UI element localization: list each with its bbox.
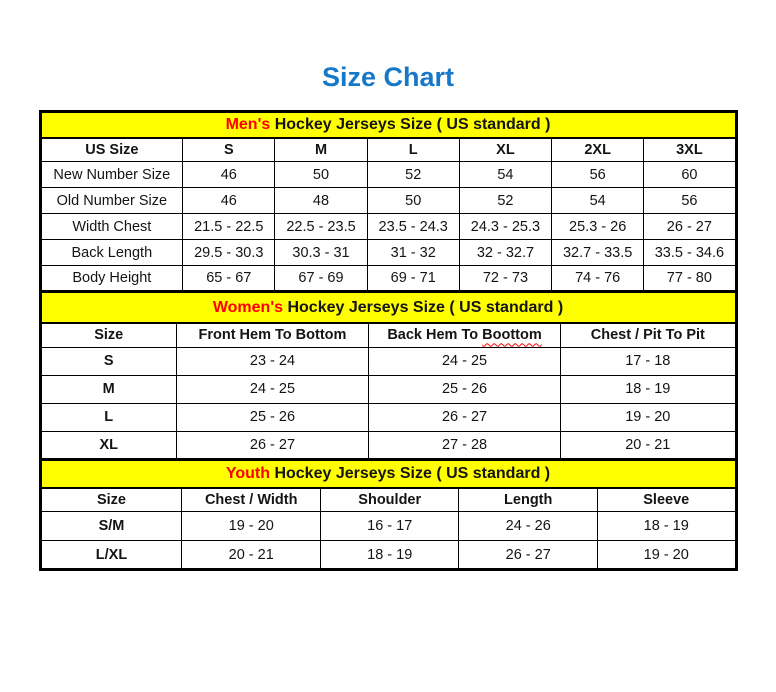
cell-value: 24 - 26	[459, 512, 598, 541]
womens-size-table	[39, 293, 738, 461]
table-row	[40, 162, 736, 188]
cell-value: 24.3 - 25.3	[459, 214, 551, 240]
column-header: Size	[40, 323, 176, 347]
cell-value: 22.5 - 23.5	[275, 214, 367, 240]
cell-value: 60	[644, 162, 736, 188]
table-row	[40, 240, 736, 266]
section-banner	[40, 112, 736, 138]
table-row	[40, 375, 736, 403]
row-label: S	[40, 347, 176, 375]
banner-highlight: Men's	[225, 115, 271, 133]
cell-value: 72 - 73	[459, 266, 551, 292]
column-header: 2XL	[552, 138, 644, 162]
column-header: Size	[40, 488, 182, 512]
column-header: US Size	[40, 138, 183, 162]
cell-value: 19 - 20	[561, 403, 736, 431]
misspelled-word: Boottom	[482, 327, 542, 344]
cell-value: 77 - 80	[644, 266, 736, 292]
section-banner-row	[40, 293, 736, 323]
cell-value: 19 - 20	[182, 512, 321, 541]
mens-size-table	[39, 110, 738, 293]
row-label: Old Number Size	[40, 188, 183, 214]
column-header: M	[275, 138, 367, 162]
row-label: M	[40, 375, 176, 403]
cell-value: 67 - 69	[275, 266, 367, 292]
cell-value: 26 - 27	[644, 214, 736, 240]
cell-value: 74 - 76	[552, 266, 644, 292]
cell-value: 54	[459, 162, 551, 188]
cell-value: 56	[644, 188, 736, 214]
cell-value: 23 - 24	[176, 347, 368, 375]
table-row	[40, 188, 736, 214]
row-label: Width Chest	[40, 214, 183, 240]
cell-value: 20 - 21	[182, 541, 321, 570]
cell-value: 54	[552, 188, 644, 214]
column-header: Sleeve	[597, 488, 736, 512]
cell-value: 21.5 - 22.5	[183, 214, 275, 240]
column-header-row	[40, 138, 736, 162]
table-row	[40, 214, 736, 240]
banner-text: Hockey Jerseys Size ( US standard )	[270, 115, 551, 133]
section-banner	[40, 293, 736, 323]
column-header: XL	[459, 138, 551, 162]
page-title: Size Chart	[321, 62, 455, 92]
row-label: XL	[40, 431, 176, 459]
cell-value: 23.5 - 24.3	[367, 214, 459, 240]
section-banner-row	[40, 112, 736, 138]
size-chart	[39, 110, 738, 571]
column-header: Length	[459, 488, 598, 512]
column-header: S	[183, 138, 275, 162]
table-row	[40, 347, 736, 375]
column-header: Front Hem To Bottom	[176, 323, 368, 347]
banner-highlight: Women's	[212, 298, 284, 316]
row-label: New Number Size	[40, 162, 183, 188]
cell-value: 50	[367, 188, 459, 214]
cell-value: 69 - 71	[367, 266, 459, 292]
cell-value: 16 - 17	[320, 512, 459, 541]
cell-value: 18 - 19	[561, 375, 736, 403]
cell-value: 31 - 32	[367, 240, 459, 266]
row-label: Body Height	[40, 266, 183, 292]
cell-value: 24 - 25	[176, 375, 368, 403]
row-label: L	[40, 403, 176, 431]
cell-value: 65 - 67	[183, 266, 275, 292]
row-label: L/XL	[40, 541, 182, 570]
table-row	[40, 431, 736, 459]
section-banner-row	[40, 461, 736, 488]
cell-value: 24 - 25	[369, 347, 561, 375]
cell-value: 20 - 21	[561, 431, 736, 459]
youth-size-table	[39, 461, 738, 572]
banner-text: Hockey Jerseys Size ( US standard )	[270, 464, 551, 482]
column-header: 3XL	[644, 138, 736, 162]
cell-value: 32 - 32.7	[459, 240, 551, 266]
cell-value: 17 - 18	[561, 347, 736, 375]
column-header: L	[367, 138, 459, 162]
column-header: Shoulder	[320, 488, 459, 512]
cell-value: 25.3 - 26	[552, 214, 644, 240]
cell-value: 26 - 27	[176, 431, 368, 459]
column-header: Chest / Width	[182, 488, 321, 512]
cell-value: 30.3 - 31	[275, 240, 367, 266]
cell-value: 19 - 20	[597, 541, 736, 570]
column-header: Back Hem To Boottom	[369, 323, 561, 347]
table-row	[40, 512, 736, 541]
cell-value: 52	[367, 162, 459, 188]
cell-value: 18 - 19	[320, 541, 459, 570]
table-row	[40, 266, 736, 292]
row-label: S/M	[40, 512, 182, 541]
section-banner	[40, 461, 736, 488]
cell-value: 56	[552, 162, 644, 188]
column-header-row	[40, 488, 736, 512]
banner-highlight: Youth	[225, 464, 270, 482]
cell-value: 32.7 - 33.5	[552, 240, 644, 266]
cell-value: 25 - 26	[369, 375, 561, 403]
table-row	[40, 403, 736, 431]
table-row	[40, 541, 736, 570]
cell-value: 26 - 27	[369, 403, 561, 431]
cell-value: 29.5 - 30.3	[183, 240, 275, 266]
cell-value: 46	[183, 188, 275, 214]
cell-value: 33.5 - 34.6	[644, 240, 736, 266]
banner-text: Hockey Jerseys Size ( US standard )	[283, 298, 564, 316]
cell-value: 26 - 27	[459, 541, 598, 570]
cell-value: 18 - 19	[597, 512, 736, 541]
row-label: Back Length	[40, 240, 183, 266]
cell-value: 27 - 28	[369, 431, 561, 459]
cell-value: 46	[183, 162, 275, 188]
cell-value: 52	[459, 188, 551, 214]
column-header-row	[40, 323, 736, 347]
cell-value: 25 - 26	[176, 403, 368, 431]
cell-value: 50	[275, 162, 367, 188]
column-header: Chest / Pit To Pit	[561, 323, 736, 347]
cell-value: 48	[275, 188, 367, 214]
